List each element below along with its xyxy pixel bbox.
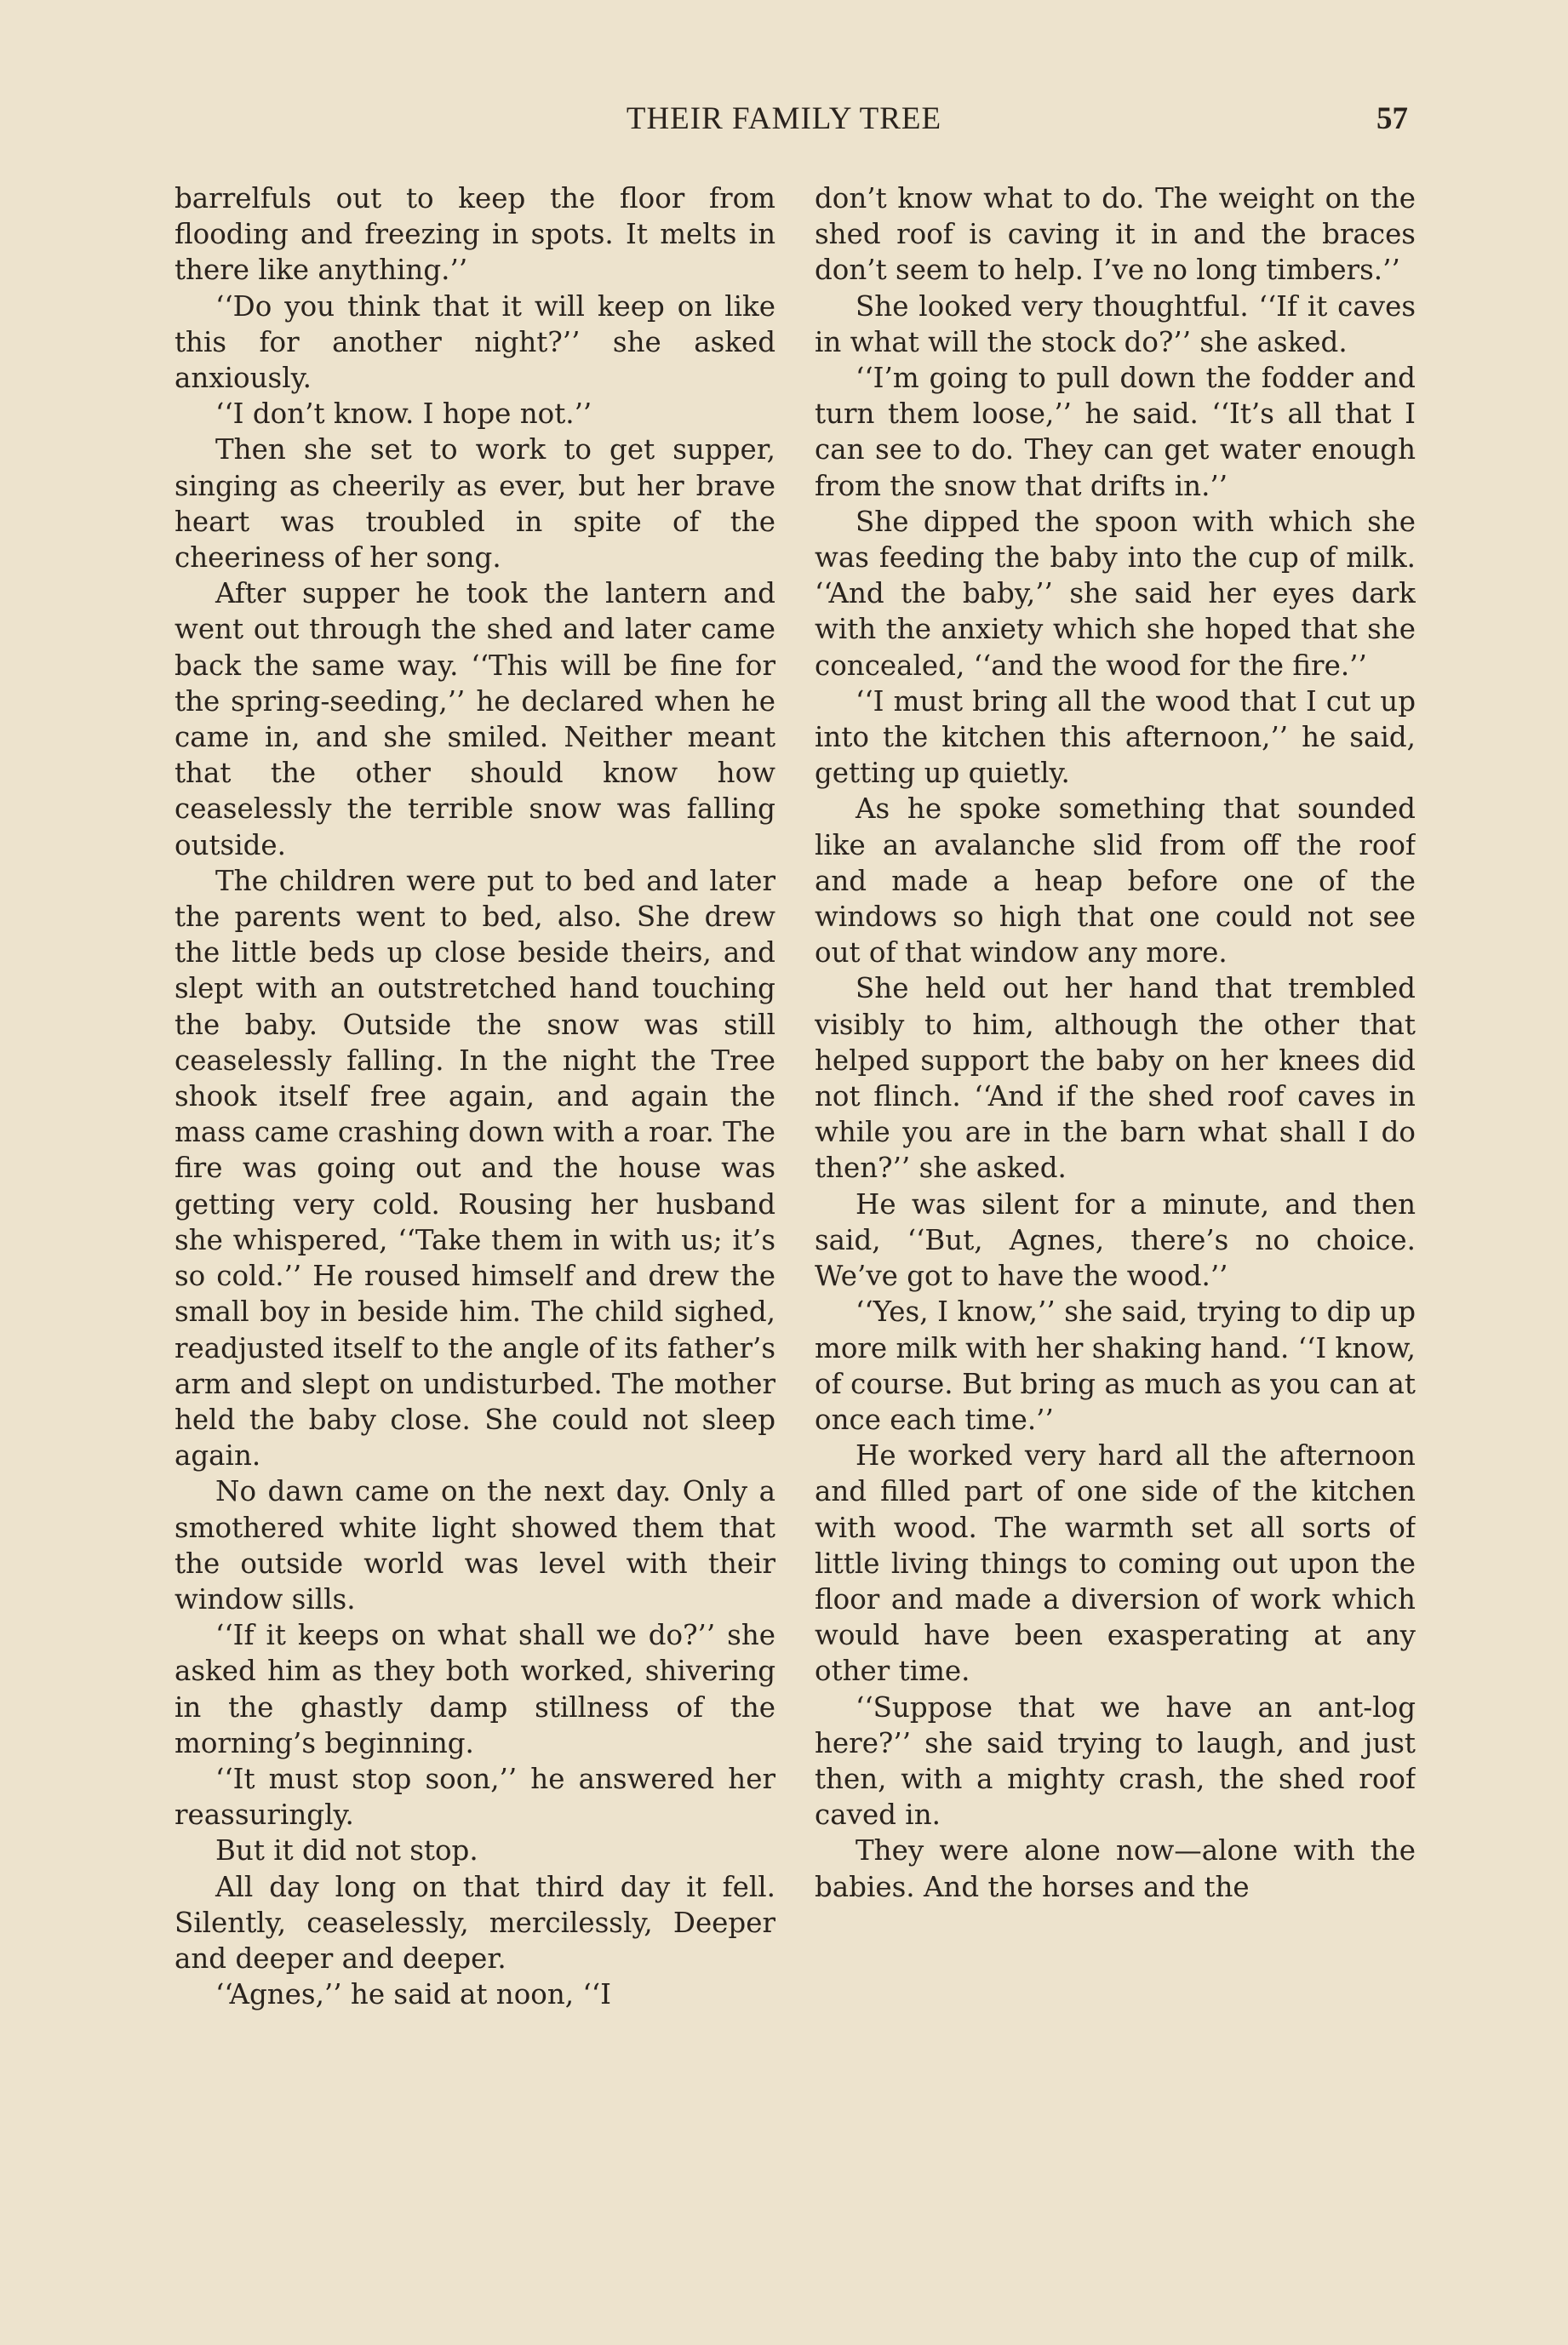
paragraph: But it did not stop.	[215, 1834, 478, 1867]
paragraph: She held out her hand that trembled visibly to him, although the other that helped support the baby on her knees did not flinch. ‘‘And if the shed roof caves in while you are in the barn what shall I do then?’’ she asked.	[815, 972, 1416, 1185]
paragraph: ‘‘Yes, I know,’’ she said, trying to dip up more milk with her shaking hand. ‘‘I know, of course. But bring as much as you can at once each time.’’	[815, 1295, 1416, 1436]
paragraph: She dipped the spoon with which she was feeding the baby into the cup of milk. ‘‘And the baby,’’ she said her eyes dark with the anxiety which she hoped that she concealed, ‘‘and the wood for the fire.’’	[815, 505, 1416, 682]
paragraph: ‘‘Suppose that we have an ant-log here?’’ she said trying to laugh, and just then, with a mighty crash, the shed roof caved in.	[815, 1690, 1416, 1832]
running-head: THEIR FAMILY TREE	[626, 101, 942, 136]
page-header	[0, 100, 1568, 152]
paragraph: ‘‘I don’t know. I hope not.’’	[215, 398, 592, 431]
paragraph: All day long on that third day it fell. Silently, ceaselessly, mercilessly, Deeper and deeper and deeper.	[175, 1870, 775, 1975]
paragraph: ‘‘Agnes,’’ he said at noon, ‘‘I	[215, 1978, 611, 2011]
paragraph: After supper he took the lantern and went out through the shed and later came back the same way. ‘‘This will be fine for the spring-seeding,’’ he declared when he came in, and she smiled. Neither meant that the other should know how ceaselessly the terrible snow was falling outside.	[175, 577, 775, 861]
paragraph: ‘‘It must stop soon,’’ he answered her reassuringly.	[175, 1762, 775, 1832]
paragraph: He worked very hard all the afternoon and filled part of one side of the kitchen with wood. The warmth set all sorts of little living things to coming out upon the floor and made a diversion of work which would have been exasperating at any other time.	[815, 1439, 1416, 1688]
page-number: 57	[1376, 101, 1408, 136]
paragraph: ‘‘Do you think that it will keep on like this for another night?’’ she asked anxiously.	[175, 289, 775, 395]
paragraph: No dawn came on the next day. Only a smothered white light showed them that the outside world was level with their window sills.	[175, 1475, 775, 1616]
paragraph: She looked very thoughtful. ‘‘If it caves in what will the stock do?’’ she asked.	[815, 289, 1416, 358]
paragraph: don’t know what to do. The weight on the shed roof is caving it in and the braces don’t seem to help. I’ve no long timbers.’’	[815, 182, 1416, 287]
right-column	[815, 180, 1416, 2155]
paragraph: Then she set to work to get supper, singing as cheerily as ever, but her brave heart was troubled in spite of the cheeriness of her song.	[175, 433, 775, 575]
paragraph: The children were put to bed and later the parents went to bed, also. She drew the little beds up close beside theirs, and slept with an outstretched hand touching the baby. Outside the snow was still ceaselessly falling. In the night the Tree shook itself free again, and again the mass came crashing down with a roar. The fire was going out and the house was getting very cold. Rousing her husband she whispered, ‘‘Take them in with us; it’s so cold.’’ He roused himself and drew the small boy in beside him. The child sighed, readjusted itself to the angle of its father’s arm and slept on undisturbed. The mother held the baby close. She could not sleep again.	[175, 864, 775, 1473]
paragraph: They were alone now—alone with the babies. And the horses and the	[815, 1834, 1416, 1903]
paragraph: ‘‘I’m going to pull down the fodder and turn them loose,’’ he said. ‘‘It’s all that I can see to do. They can get water enough from the snow that drifts in.’’	[815, 362, 1416, 502]
paragraph: ‘‘I must bring all the wood that I cut up into the kitchen this afternoon,’’ he said, getting up quietly.	[815, 684, 1416, 790]
paragraph: He was silent for a minute, and then said, ‘‘But, Agnes, there’s no choice. We’ve got to have the wood.’’	[815, 1187, 1416, 1293]
left-column	[175, 180, 775, 2155]
paragraph: barrelfuls out to keep the floor from flooding and freezing in spots. It melts in there like anything.’’	[175, 182, 775, 287]
paragraph: As he spoke something that sounded like an avalanche slid from off the roof and made a heap before one of the windows so high that one could not see out of that window any more.	[815, 792, 1416, 969]
paragraph: ‘‘If it keeps on what shall we do?’’ she asked him as they both worked, shivering in the ghastly damp stillness of the morning’s beginning.	[175, 1619, 775, 1759]
